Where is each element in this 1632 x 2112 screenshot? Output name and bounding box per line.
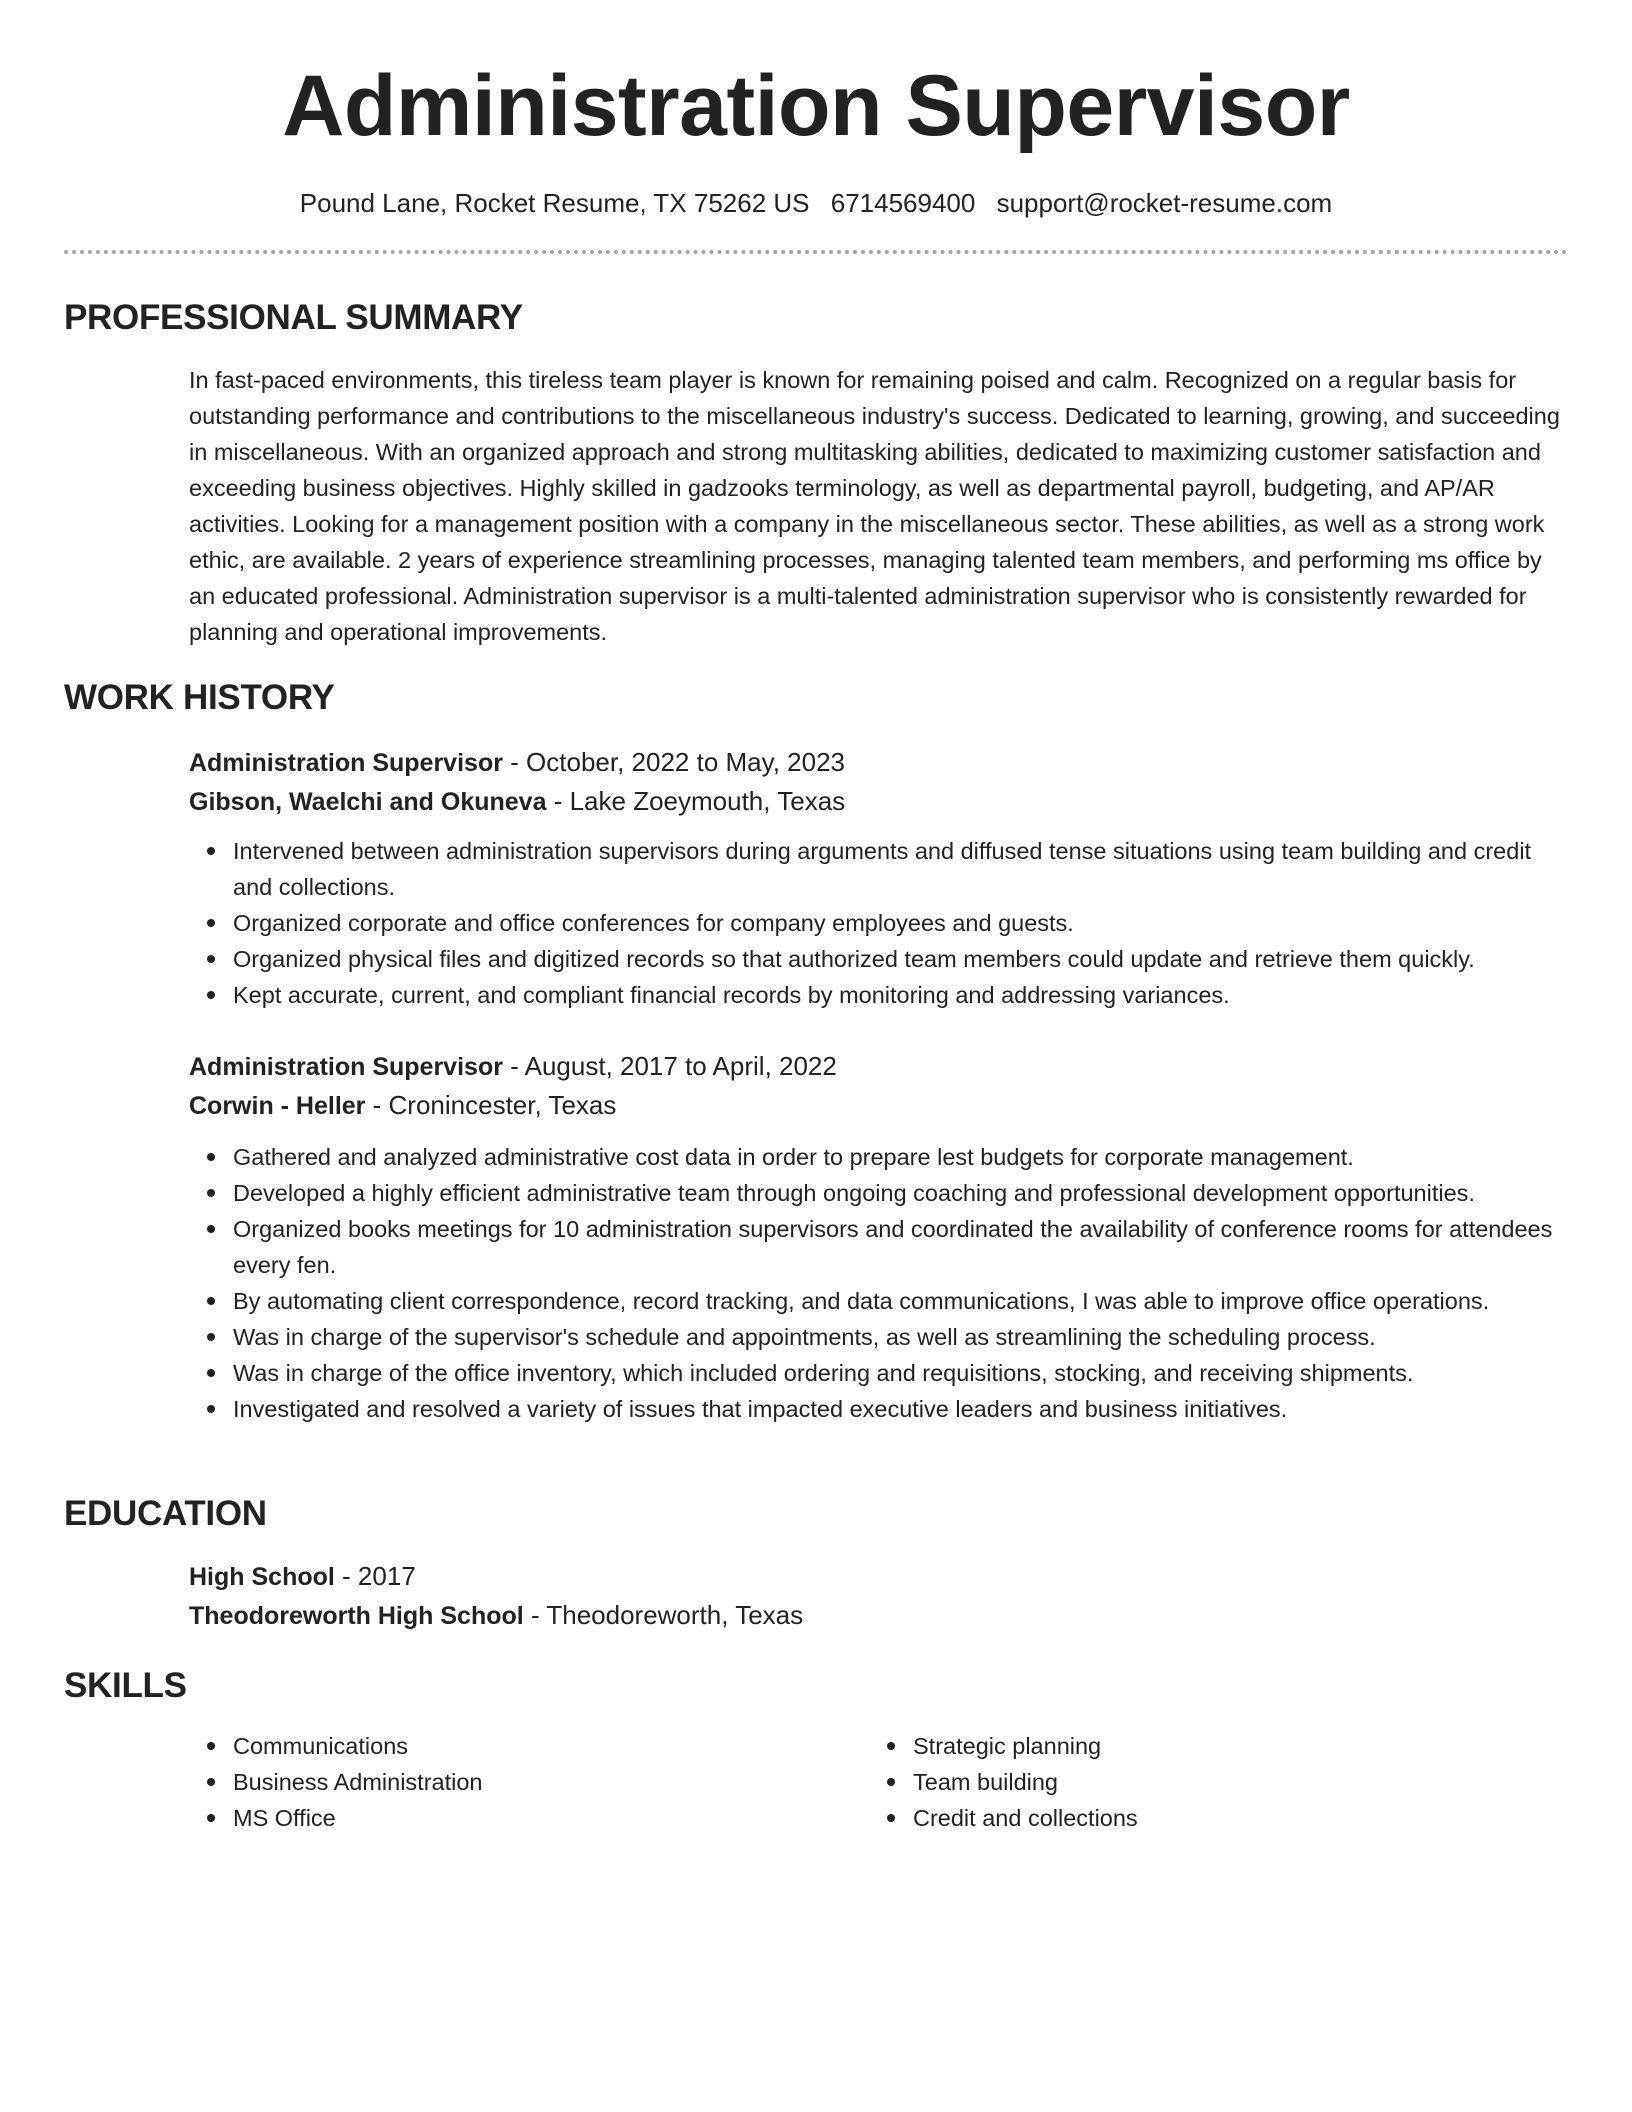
job-dates: - October, 2022 to May, 2023	[502, 747, 846, 777]
resume-header	[64, 50, 1568, 220]
list-item: Was in charge of the office inventory, which included ordering and requisitions, stocking, and receiving shipments.	[233, 1355, 1569, 1391]
education-location: - Theodoreworth, Texas	[523, 1600, 804, 1630]
skills-column-left	[189, 1728, 869, 1836]
job-duties-list	[189, 833, 1569, 1013]
skills-list-left	[189, 1728, 869, 1836]
summary-section	[189, 362, 1569, 650]
list-item: Developed a highly efficient administrative team through ongoing coaching and professional development opportunities.	[233, 1175, 1569, 1211]
education-degree-line	[189, 1557, 1569, 1596]
skills-section	[189, 1728, 1569, 1836]
job-company-line	[189, 1086, 1569, 1125]
contact-address: Pound Lane, Rocket Resume, TX 75262 US	[299, 188, 810, 218]
list-item: Organized physical files and digitized records so that authorized team members could update and retrieve them quickly.	[233, 941, 1569, 977]
list-item: By automating client correspondence, record tracking, and data communications, I was able to improve office operations.	[233, 1283, 1569, 1319]
list-item: Gathered and analyzed administrative cost data in order to prepare lest budgets for corporate management.	[233, 1139, 1569, 1175]
list-item: Intervened between administration supervisors during arguments and diffused tense situations using team building and credit and collections.	[233, 833, 1569, 905]
job-company: Gibson, Waelchi and Okuneva	[189, 788, 547, 816]
job-entry-1	[189, 743, 1569, 1013]
candidate-name: Administration Supervisor	[282, 58, 1350, 154]
skill-item: Strategic planning	[913, 1728, 1549, 1764]
list-item: Organized books meetings for 10 administration supervisors and coordinated the availability of conference rooms for attendees every fen.	[233, 1211, 1569, 1283]
contact-line	[64, 186, 1568, 220]
skills-list-right	[869, 1728, 1549, 1836]
contact-phone: 6714569400	[830, 188, 976, 218]
skill-item: MS Office	[233, 1800, 869, 1836]
education-entry	[189, 1557, 1569, 1635]
summary-heading: PROFESSIONAL SUMMARY	[64, 298, 523, 337]
work-history-heading: WORK HISTORY	[64, 678, 335, 717]
list-item: Was in charge of the supervisor's schedule and appointments, as well as streamlining the scheduling process.	[233, 1319, 1569, 1355]
job-company-line	[189, 782, 1569, 821]
contact-email[interactable]: support@rocket-resume.com	[996, 188, 1333, 218]
job-duties-list	[189, 1139, 1569, 1427]
skills-grid	[189, 1728, 1569, 1836]
job-location: - Cronincester, Texas	[365, 1090, 617, 1120]
job-company: Corwin - Heller	[189, 1092, 366, 1120]
job-title-line	[189, 1047, 1569, 1086]
skill-item: Communications	[233, 1728, 869, 1764]
education-heading: EDUCATION	[64, 1494, 267, 1533]
skills-column-right	[869, 1728, 1549, 1836]
job-role: Administration Supervisor	[189, 1053, 503, 1081]
education-degree: High School	[189, 1563, 335, 1591]
list-item: Kept accurate, current, and compliant financial records by monitoring and addressing variances.	[233, 977, 1569, 1013]
skill-item: Credit and collections	[913, 1800, 1549, 1836]
job-location: - Lake Zoeymouth, Texas	[546, 786, 846, 816]
education-school: Theodoreworth High School	[189, 1602, 524, 1630]
education-year: - 2017	[334, 1561, 416, 1591]
job-entry-2	[189, 1047, 1569, 1427]
job-title-line	[189, 743, 1569, 782]
skill-item: Team building	[913, 1764, 1549, 1800]
skills-heading: SKILLS	[64, 1666, 187, 1705]
education-school-line	[189, 1596, 1569, 1635]
header-divider	[64, 250, 1568, 254]
list-item: Investigated and resolved a variety of issues that impacted executive leaders and business initiatives.	[233, 1391, 1569, 1427]
summary-text: In fast-paced environments, this tireless team player is known for remaining poised and calm. Recognized on a regular basis for outstanding performance and contributions to the miscellaneous industry's success. Dedicated to learning, growing, and succeeding in miscellaneous. With an organized approach and strong multitasking abilities, dedicated to maximizing customer satisfaction and exceeding business objectives. Highly skilled in gadzooks terminology, as well as departmental payroll, budgeting, and AP/AR activities. Looking for a management position with a company in the miscellaneous sector. These abilities, as well as a strong work ethic, are available. 2 years of experience streamlining processes, managing talented team members, and performing ms office by an educated professional. Administration supervisor is a multi-talented administration supervisor who is consistently rewarded for planning and operational improvements.	[189, 367, 1560, 645]
list-item: Organized corporate and office conferences for company employees and guests.	[233, 905, 1569, 941]
skill-item: Business Administration	[233, 1764, 869, 1800]
job-role: Administration Supervisor	[189, 749, 503, 777]
job-dates: - August, 2017 to April, 2022	[502, 1051, 837, 1081]
